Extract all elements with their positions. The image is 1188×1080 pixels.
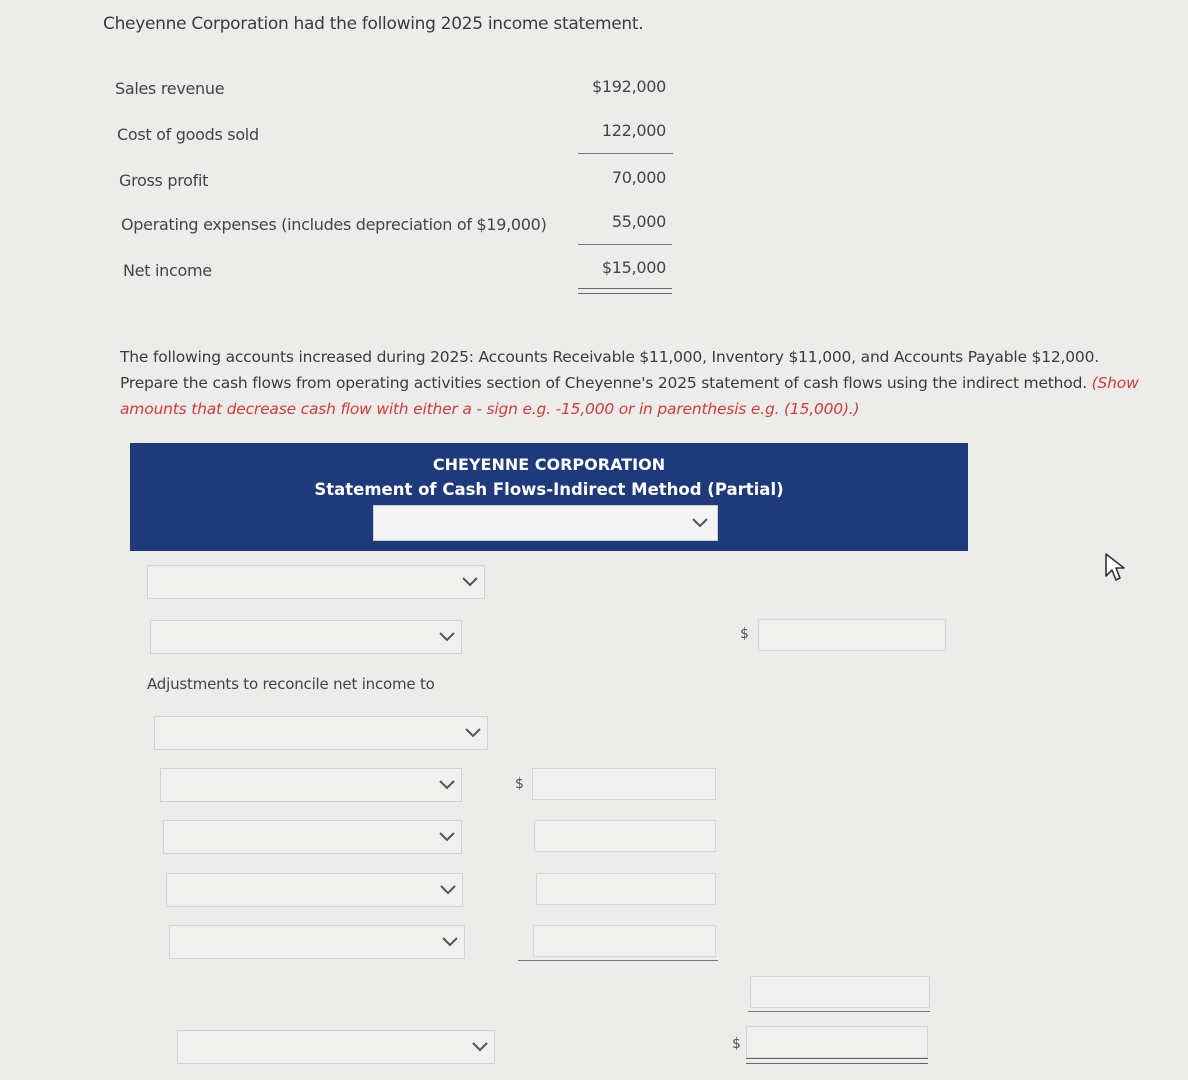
total-adjustments-input[interactable] bbox=[750, 976, 930, 1008]
dollar-sign: $ bbox=[740, 626, 749, 642]
is-amount-sales: $192,000 bbox=[592, 77, 666, 96]
chevron-down-icon bbox=[691, 517, 709, 529]
adjustment-select-3[interactable] bbox=[163, 820, 462, 854]
instructions-line-2 bbox=[120, 370, 1160, 396]
adjustment-select-2[interactable] bbox=[160, 768, 462, 802]
note-text-a: (Show bbox=[1091, 374, 1139, 392]
note-text-b: amounts that decrease cash flow with either a - sign e.g. -15,000 or in parenthesis e.g. (15,000).) bbox=[120, 400, 860, 418]
net-income-select[interactable] bbox=[150, 620, 462, 654]
is-label-cogs: Cost of goods sold bbox=[117, 125, 259, 144]
adjustment-select-5[interactable] bbox=[169, 925, 465, 959]
mouse-cursor-icon bbox=[1100, 550, 1132, 584]
dollar-sign: $ bbox=[515, 776, 524, 792]
chevron-down-icon bbox=[439, 884, 457, 896]
dollar-sign: $ bbox=[732, 1036, 741, 1052]
adjustment-amount-input-3[interactable] bbox=[534, 820, 716, 852]
is-amount-net-income: $15,000 bbox=[601, 258, 666, 277]
instructions-line-1: The following accounts increased during 2025: Accounts Receivable $11,000, Inventory $11,000, and Accounts Payable $12,000. bbox=[120, 348, 1099, 366]
company-name: CHEYENNE CORPORATION bbox=[432, 455, 666, 474]
statement-title: Statement of Cash Flows-Indirect Method (Partial) bbox=[314, 480, 784, 499]
adjustments-label: Adjustments to reconcile net income to bbox=[147, 675, 435, 693]
period-select[interactable] bbox=[373, 505, 718, 541]
divider bbox=[518, 960, 718, 961]
section-select[interactable] bbox=[147, 565, 485, 599]
chevron-down-icon bbox=[438, 831, 456, 843]
statement-header bbox=[130, 443, 968, 551]
divider bbox=[578, 153, 673, 154]
chevron-down-icon bbox=[461, 576, 479, 588]
adjustment-select-1[interactable] bbox=[154, 716, 488, 750]
adjustment-amount-input-2[interactable] bbox=[532, 768, 716, 800]
instructions bbox=[120, 344, 1160, 422]
intro-text: Cheyenne Corporation had the following 2025 income statement. bbox=[103, 14, 644, 34]
adjustment-select-4[interactable] bbox=[166, 873, 463, 907]
double-underline bbox=[578, 288, 672, 294]
adjustment-amount-input-4[interactable] bbox=[536, 873, 716, 905]
chevron-down-icon bbox=[471, 1041, 489, 1053]
chevron-down-icon bbox=[438, 779, 456, 791]
net-cash-select[interactable] bbox=[177, 1030, 495, 1064]
is-label-gross-profit: Gross profit bbox=[119, 171, 209, 190]
is-amount-operating-expenses: 55,000 bbox=[611, 212, 666, 231]
adjustment-amount-input-5[interactable] bbox=[533, 925, 716, 957]
is-amount-gross-profit: 70,000 bbox=[611, 168, 666, 187]
chevron-down-icon bbox=[441, 936, 459, 948]
is-amount-cogs: 122,000 bbox=[601, 121, 666, 140]
divider bbox=[748, 1011, 930, 1012]
is-label-sales: Sales revenue bbox=[115, 79, 225, 98]
net-cash-amount-input[interactable] bbox=[746, 1026, 928, 1058]
double-underline bbox=[746, 1058, 928, 1064]
chevron-down-icon bbox=[438, 631, 456, 643]
is-label-net-income: Net income bbox=[123, 261, 212, 280]
instructions-text: Prepare the cash flows from operating activities section of Cheyenne's 2025 statement of cash flows using the indirect method. bbox=[120, 374, 1087, 392]
chevron-down-icon bbox=[464, 727, 482, 739]
net-income-amount-input[interactable] bbox=[758, 619, 946, 651]
is-label-operating-expenses: Operating expenses (includes depreciation of $19,000) bbox=[121, 215, 547, 234]
divider bbox=[578, 244, 672, 245]
